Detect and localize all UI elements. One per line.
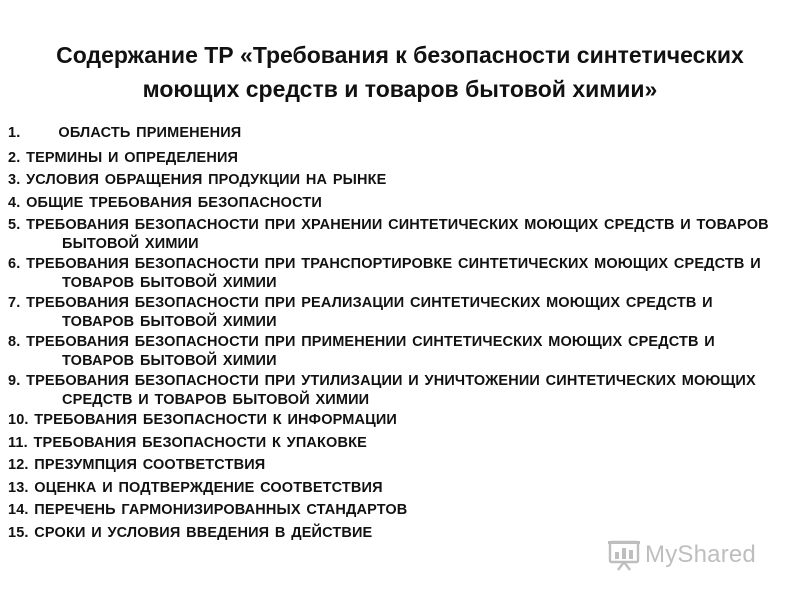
toc-item-text: УСЛОВИЯ ОБРАЩЕНИЯ ПРОДУКЦИИ НА РЫНКЕ bbox=[26, 172, 387, 188]
toc-item-text: ТРЕБОВАНИЯ БЕЗОПАСНОСТИ ПРИ РЕАЛИЗАЦИИ СИНТЕТИЧЕСКИХ МОЮЩИХ СРЕДСТВ И ТОВАРОВ БЫТОВОЙ ХИМИИ bbox=[26, 295, 713, 330]
toc-item-number: 13. bbox=[8, 479, 29, 496]
toc-item-number: 2. bbox=[8, 149, 21, 166]
toc-item-number: 12. bbox=[8, 457, 29, 473]
toc-item-number: 10. bbox=[8, 412, 29, 428]
toc-item-13 bbox=[8, 479, 778, 498]
toc-item-text: ТЕРМИНЫ И ОПРЕДЕЛЕНИЯ bbox=[26, 149, 239, 166]
toc-item-number: 15. bbox=[8, 524, 29, 541]
toc-item-number: 3. bbox=[8, 172, 21, 188]
toc-item-number: 5. bbox=[8, 217, 21, 233]
toc-item-5 bbox=[8, 216, 778, 253]
toc-item-number: 11. bbox=[8, 434, 28, 451]
toc-item-text: ТРЕБОВАНИЯ БЕЗОПАСНОСТИ ПРИ УТИЛИЗАЦИИ И УНИЧТОЖЕНИИ СИНТЕТИЧЕСКИХ МОЮЩИХ СРЕДСТВ И ТОВАРОВ БЫТОВОЙ ХИМИИ bbox=[26, 373, 756, 408]
toc-item-6 bbox=[8, 255, 778, 292]
presentation-board-icon bbox=[607, 538, 641, 572]
toc-item-text: ОБЛАСТЬ ПРИМЕНЕНИЯ bbox=[58, 125, 242, 141]
toc-item-number: 9. bbox=[8, 373, 21, 389]
toc-item-text: СРОКИ И УСЛОВИЯ ВВЕДЕНИЯ В ДЕЙСТВИЕ bbox=[34, 524, 373, 541]
myshared-watermark bbox=[607, 537, 767, 573]
toc-item-text: ТРЕБОВАНИЯ БЕЗОПАСНОСТИ ПРИ ПРИМЕНЕНИИ СИНТЕТИЧЕСКИХ МОЮЩИХ СРЕДСТВ И ТОВАРОВ БЫТОВОЙ ХИМИИ bbox=[26, 334, 715, 369]
toc-item-number: 14. bbox=[8, 502, 29, 518]
toc-item-12 bbox=[8, 456, 778, 475]
slide-title: Содержание ТР «Требования к безопасности синтетических моющих средств и товаров бытовой химии» bbox=[56, 42, 744, 102]
toc-item-11 bbox=[8, 434, 778, 453]
toc-item-10 bbox=[8, 411, 778, 430]
toc-item-text: ОБЩИЕ ТРЕБОВАНИЯ БЕЗОПАСНОСТИ bbox=[26, 194, 322, 211]
toc-item-9 bbox=[8, 372, 778, 409]
toc-item-text: ТРЕБОВАНИЯ БЕЗОПАСНОСТИ К ИНФОРМАЦИИ bbox=[34, 412, 397, 428]
toc-item-4 bbox=[8, 194, 778, 213]
toc-item-text: ТРЕБОВАНИЯ БЕЗОПАСНОСТИ ПРИ ТРАНСПОРТИРОВКЕ СИНТЕТИЧЕСКИХ МОЮЩИХ СРЕДСТВ И ТОВАРОВ БЫТОВОЙ ХИМИИ bbox=[26, 256, 761, 291]
toc-item-1 bbox=[8, 124, 778, 143]
toc-item-number: 7. bbox=[8, 295, 21, 311]
toc-item-text: ПРЕЗУМПЦИЯ СООТВЕТСТВИЯ bbox=[34, 457, 266, 473]
toc-item-number: 8. bbox=[8, 334, 21, 350]
toc-item-14 bbox=[8, 501, 778, 520]
toc-item-number: 1. bbox=[8, 125, 21, 141]
table-of-contents bbox=[8, 124, 778, 546]
toc-item-2 bbox=[8, 149, 778, 168]
toc-item-text: ТРЕБОВАНИЯ БЕЗОПАСНОСТИ К УПАКОВКЕ bbox=[33, 434, 367, 451]
toc-item-text: ОЦЕНКА И ПОДТВЕРЖДЕНИЕ СООТВЕТСТВИЯ bbox=[34, 479, 383, 496]
toc-item-3 bbox=[8, 171, 778, 190]
toc-item-7 bbox=[8, 294, 778, 331]
toc-item-text: ТРЕБОВАНИЯ БЕЗОПАСНОСТИ ПРИ ХРАНЕНИИ СИНТЕТИЧЕСКИХ МОЮЩИХ СРЕДСТВ И ТОВАРОВ БЫТОВОЙ ХИМИИ bbox=[26, 217, 769, 252]
toc-item-text: ПЕРЕЧЕНЬ ГАРМОНИЗИРОВАННЫХ СТАНДАРТОВ bbox=[34, 502, 408, 518]
toc-item-number: 6. bbox=[8, 256, 21, 272]
toc-item-8 bbox=[8, 333, 778, 370]
toc-item-number: 4. bbox=[8, 194, 21, 211]
watermark-text: MyShared bbox=[645, 541, 756, 568]
